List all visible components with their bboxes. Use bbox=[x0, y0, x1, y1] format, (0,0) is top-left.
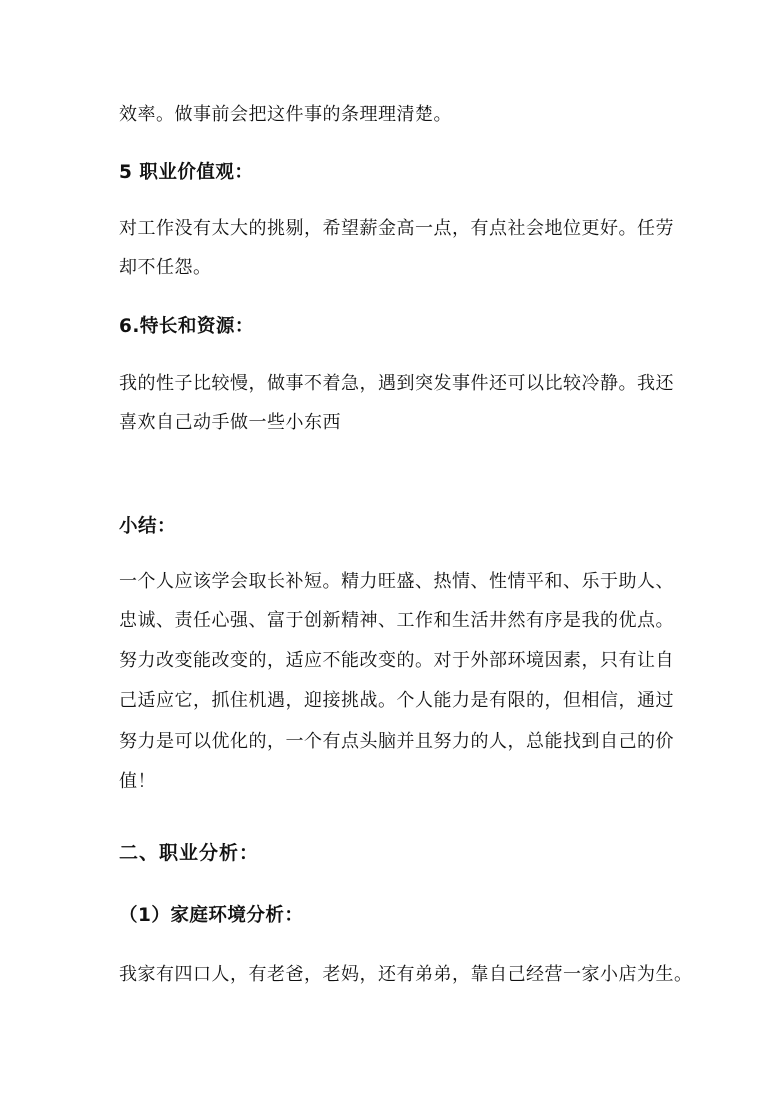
paragraph-line: 己适应它，抓住机遇，迎接挑战。个人能力是有限的，但相信，通过 bbox=[119, 690, 674, 711]
subsection-heading-family-environment: （1）家庭环境分析： bbox=[119, 905, 304, 926]
paragraph-line: 却不任怨。 bbox=[119, 257, 212, 278]
paragraph-line: 忠诚、责任心强、富于创新精神、工作和生活井然有序是我的优点。 bbox=[119, 610, 674, 631]
section-heading-strengths: 6.特长和资源： bbox=[119, 316, 254, 337]
section-heading-career-analysis: 二、职业分析： bbox=[119, 842, 260, 864]
paragraph-line: 努力改变能改变的，适应不能改变的。对于外部环境因素，只有让自 bbox=[119, 650, 674, 671]
paragraph-line: 努力是可以优化的，一个有点头脑并且努力的人，总能找到自己的价 bbox=[119, 731, 674, 752]
section-heading-career-values: 5 职业价值观： bbox=[119, 162, 254, 183]
paragraph-line: 我的性子比较慢，做事不着急，遇到突发事件还可以比较冷静。我还 bbox=[119, 373, 674, 394]
paragraph-line: 喜欢自己动手做一些小东西 bbox=[119, 412, 341, 433]
paragraph-line: 我家有四口人，有老爸，老妈，还有弟弟，靠自己经营一家小店为生。 bbox=[119, 964, 693, 985]
paragraph-line: 对工作没有太大的挑剔，希望薪金高一点，有点社会地位更好。任劳 bbox=[119, 218, 674, 239]
paragraph-line: 一个人应该学会取长补短。精力旺盛、热情、性情平和、乐于助人、 bbox=[119, 571, 674, 592]
paragraph-line: 值！ bbox=[119, 771, 156, 792]
paragraph-line: 效率。做事前会把这件事的条理理清楚。 bbox=[119, 104, 452, 125]
section-heading-summary: 小结： bbox=[119, 516, 177, 537]
